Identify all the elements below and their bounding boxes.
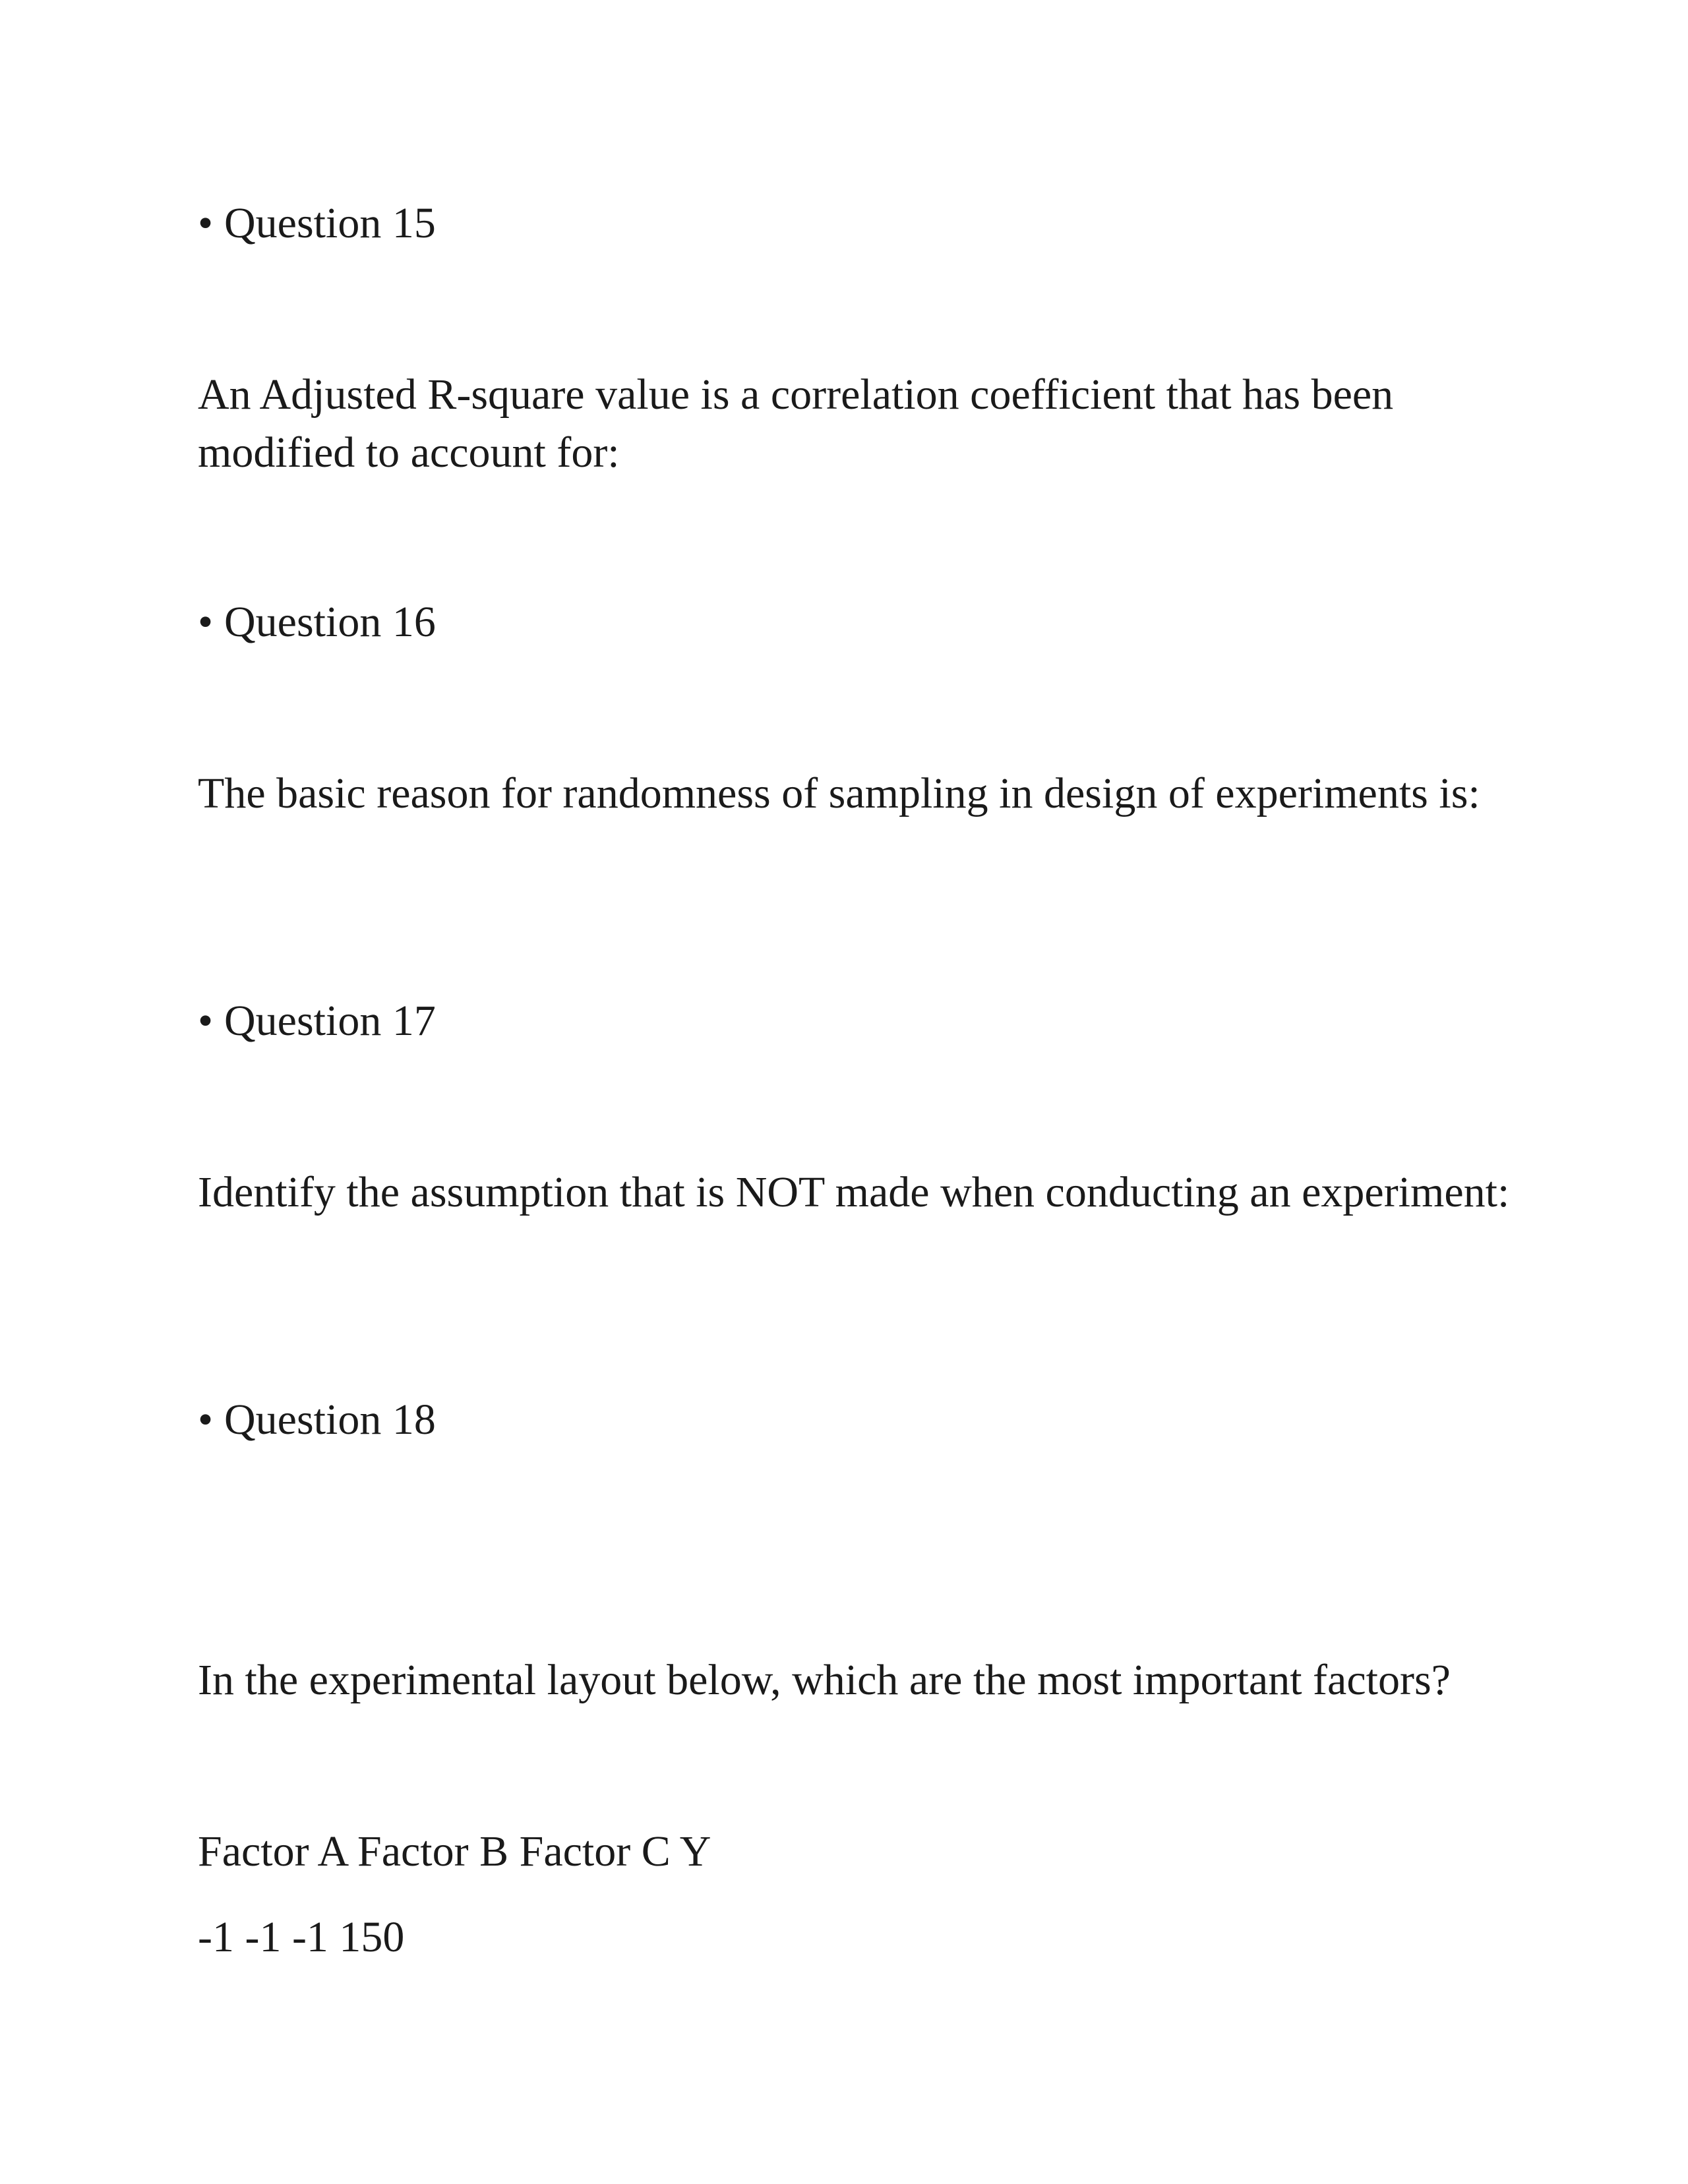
question-18-heading xyxy=(198,1391,436,1449)
question-label: Question 17 xyxy=(224,997,436,1045)
question-label: Question 15 xyxy=(224,199,436,247)
question-label: Question 16 xyxy=(224,598,436,646)
bullet-icon: • xyxy=(198,1396,214,1444)
question-17-heading xyxy=(198,992,436,1050)
bullet-icon: • xyxy=(198,598,214,646)
layout-table-row: -1 -1 -1 150 xyxy=(198,1913,405,1961)
question-15-text: An Adjusted R-square value is a correlation coefficient that has been modified to account for: xyxy=(198,370,1394,477)
bullet-icon: • xyxy=(198,199,214,247)
bullet-icon: • xyxy=(198,997,214,1045)
question-16-heading xyxy=(198,593,436,651)
question-17-text: Identify the assumption that is NOT made when conducting an experiment: xyxy=(198,1168,1510,1216)
question-label: Question 18 xyxy=(224,1396,436,1444)
layout-table-header: Factor A Factor B Factor C Y xyxy=(198,1827,711,1875)
question-16-text: The basic reason for randomness of sampling in design of experiments is: xyxy=(198,769,1480,817)
question-18-text: In the experimental layout below, which are the most important factors? xyxy=(198,1656,1451,1704)
question-15-heading xyxy=(198,194,436,252)
